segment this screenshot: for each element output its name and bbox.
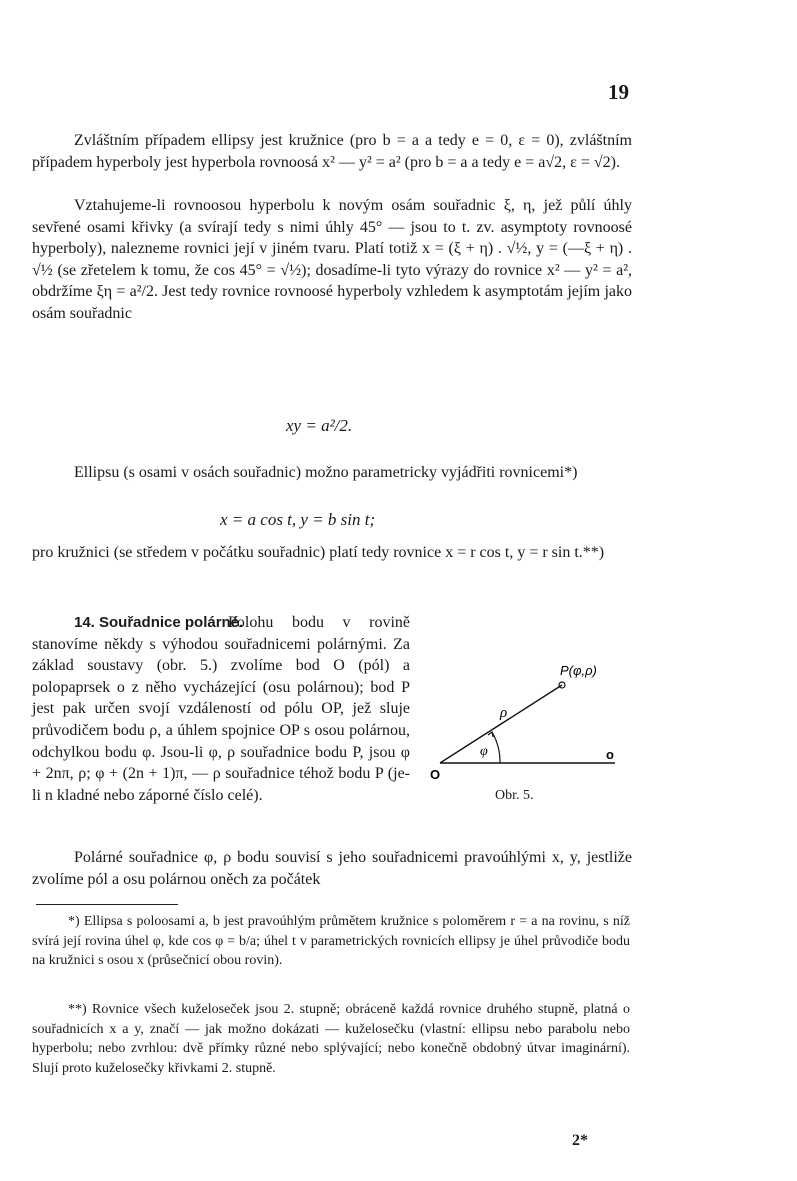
section-heading: 14. Souřadnice polárné.	[74, 614, 244, 631]
paragraph-circle-parametric: pro kružnici (se středem v počátku souřadnic) platí tedy rovnice x = r cos t, y = r sin t.**)	[32, 544, 605, 561]
formula-parametric-ellipse: x = a cos t, y = b sin t;	[220, 510, 376, 529]
footnote-conic-sections: **) Rovnice všech kuželoseček jsou 2. stupně; obráceně každá rovnice druhého stupně, platná o souřadnicích x a y, značí — jak možno dokázati — kuželosečku (vlastní: ellipsu nebo parabolu nebo hyperbolu; nebo zvrhlou: dvě přímky různé nebo splývající; nebo konečně obdobný útvar imaginární). Slují proto kuželosečky křivkami 2. stupně.	[32, 1002, 630, 1076]
phi-label: φ	[480, 744, 488, 759]
rho-label: ρ	[500, 705, 508, 721]
figure-caption: Obr. 5.	[495, 788, 534, 803]
paragraph-circle-special-case: Zvláštním případem ellipsy jest kružnice (pro b = a a tedy e = 0, ε = 0), zvláštním případem hyperboly jest hyperbola rovnoosá x² — y² = a² (pro b = a a tedy e = a√2, ε = √2).	[32, 132, 632, 171]
axis-label: o	[606, 747, 614, 762]
angle-arrow-icon	[488, 732, 493, 737]
figure-polar-coordinates	[420, 655, 620, 790]
paragraph-asymptote-coordinates: Vztahujeme-li rovnoosou hyperbolu k novým osám souřadnic ξ, η, jež půlí úhly sevřené osami křivky (a svírají tedy s nimi úhly 45° — jsou to t. zv. asymptoty rovnoosé hyperboly), nalezneme rovnici její v jiném tvaru. Platí totiž x = (ξ + η) . √½, y = (—ξ + η) . √½ (se zřetelem k tomu, že cos 45° = √½); dosadíme-li tyto výrazy do rovnice x² — y² = a², obdržíme ξη = a²/2. Jest tedy rovnice rovnoosé hyperboly vzhledem k asymptotám jejím jako osám souřadnic	[32, 197, 632, 322]
paragraph-polar-coordinates: Polohu bodu v rovině stanovíme někdy s výhodou souřadnicemi polárnými. Za základ soustavy (obr. 5.) zvolíme bod O (pól) a polopaprsek o z něho vycházející (osu polárnou); bod P jest pak určen svojí vzdáleností od pólu OP, jež sluje průvodičem bodu ρ, a úhlem spojnice OP s osou polárnou, odchylkou bodu φ. Jsou-li φ, ρ souřadnice bodu P, jsou φ + 2nπ, ρ; φ + (2n + 1)π, — ρ souřadnice téhož bodu P (je-li n kladné nebo záporné číslo celé).	[32, 614, 410, 804]
paragraph-ellipse-parametric: Ellipsu (s osami v osách souřadnic) možno parametricky vyjádřiti rovnicemi*)	[74, 464, 578, 481]
radius-vector-line	[440, 685, 562, 763]
footnote-rule	[36, 904, 178, 905]
page-number: 19	[608, 80, 629, 104]
sheet-signature: 2*	[572, 1132, 588, 1149]
paragraph-polar-relation: Polárné souřadnice φ, ρ bodu souvisí s jeho souřadnicemi pravoúhlými x, y, jestliže zvolíme pól a osu polárnou oněch za počátek	[32, 849, 632, 888]
point-p-label: P(φ,ρ)	[560, 663, 597, 678]
polar-diagram	[420, 655, 620, 785]
formula-xy-equation: xy = a²/2.	[286, 416, 353, 435]
footnote-ellipse-projection: *) Ellipsa s poloosami a, b jest pravoúhlým průmětem kružnice s poloměrem r = a na rovinu, s níž svírá její rovina úhel φ, kde cos φ = b/a; úhel t v parametrických rovnicích ellipsy je úhel průvodiče bodu na kružnici s osou x (průsečnicí obou rovin).	[32, 914, 630, 968]
origin-label: O	[430, 767, 441, 782]
